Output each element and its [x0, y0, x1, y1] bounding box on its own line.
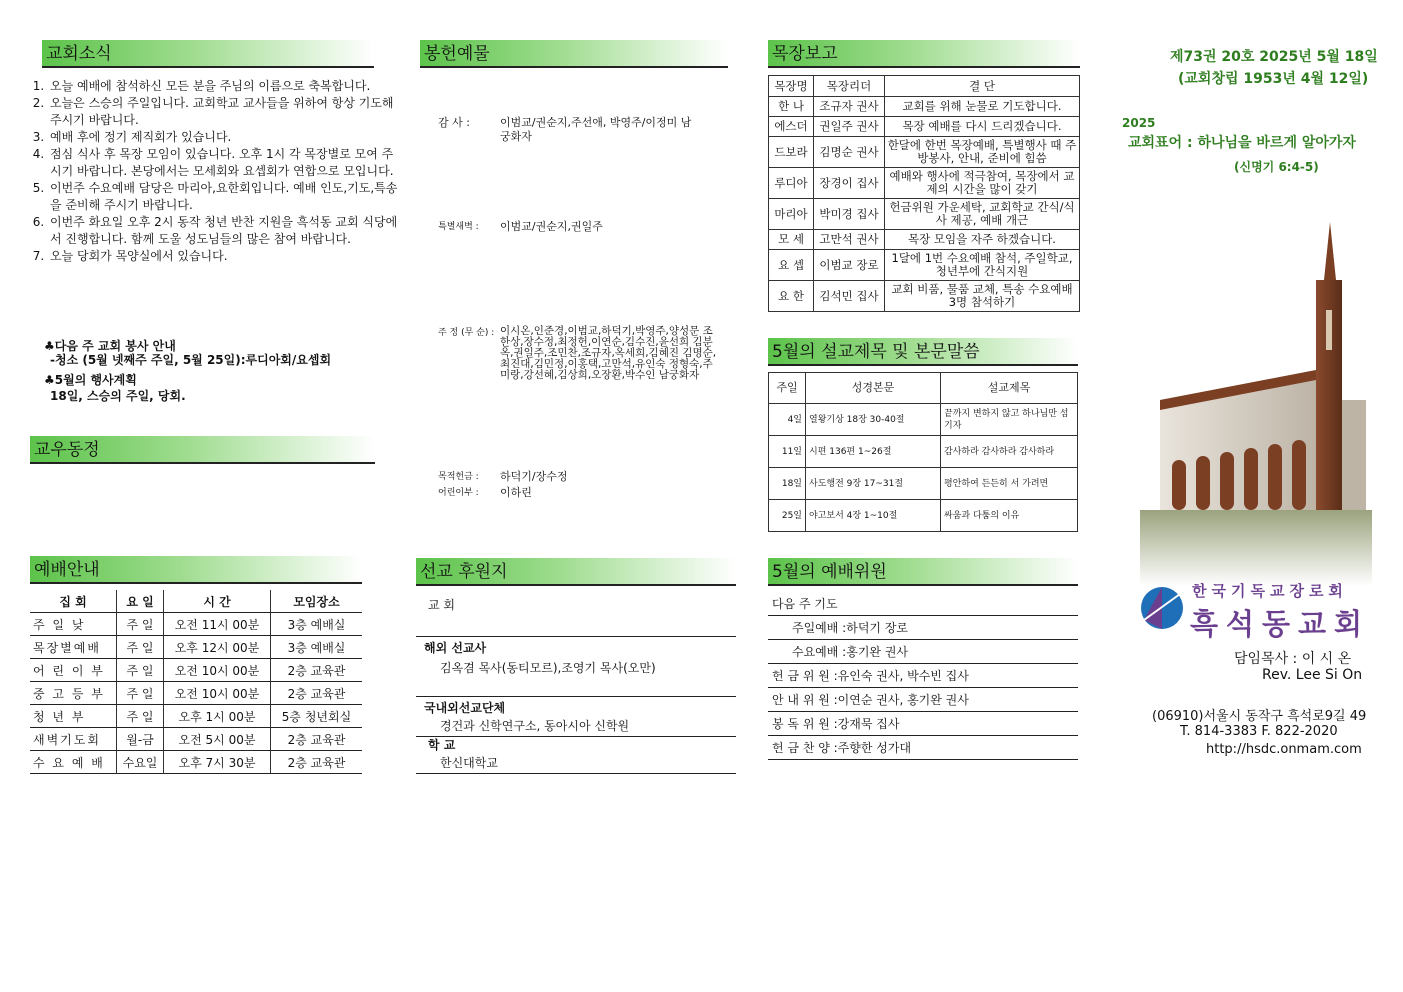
pastoral-cell: 한 나 [769, 97, 814, 117]
sermon-row [769, 436, 1078, 468]
worship-cell: 2층 교육관 [271, 728, 363, 751]
committee-label: 헌 금 찬 양 : [772, 741, 838, 755]
news-item: 1. 오늘 예배에 참석하신 모든 분을 주님의 이름으로 축복합니다. [48, 78, 403, 95]
pastoral-cell: 마리아 [769, 199, 814, 230]
pastoral-cell: 이범교 장로 [814, 250, 885, 281]
sermon-cell: 25일 [769, 500, 806, 532]
pastoral-cell: 권일주 권사 [814, 117, 885, 137]
sermon-cell: 끝까지 변하지 않고 하나님만 섬기자 [941, 404, 1078, 436]
church-motto: 교회표어 : 하나님을 바르게 알아가자 [1128, 135, 1356, 151]
motto-verse: (신명기 6:4-5) [1234, 160, 1319, 174]
worship-cell: 오전 10시 00분 [164, 659, 271, 682]
worship-row [30, 705, 362, 728]
pastoral-cell: 헌금위원 가운세탁, 교회학교 간식/식사 제공, 예배 개근 [885, 199, 1080, 230]
worship-cell: 수요일 [117, 751, 164, 774]
service-detail: -청소 (5월 넷째주 주일, 5월 25일):루디아회/요셉회 [50, 353, 332, 367]
committee-value: 홍기완 권사 [846, 645, 909, 659]
church-website-link[interactable]: http://hsdc.onmam.com [1206, 742, 1362, 757]
news-title: 교회소식 [46, 44, 112, 64]
worship-cell: 어 린 이 부 [30, 659, 117, 682]
worship-cell: 오전 11시 00분 [164, 613, 271, 636]
pastoral-row [769, 117, 1080, 137]
pastoral-row [769, 199, 1080, 230]
worship-cell: 주 일 낮 [30, 613, 117, 636]
worship-cell: 오후 12시 00분 [164, 636, 271, 659]
worship-cell: 2층 교육관 [271, 751, 363, 774]
sermon-cell: 감사하라 감사하라 감사하라 [941, 436, 1078, 468]
pastoral-row [769, 230, 1080, 250]
sermon-cell: 사도행전 9장 17~31절 [806, 468, 941, 500]
news-item: 5. 이번주 수요예배 담당은 마리아,요한회입니다. 예배 인도,기도,특송을 준비해 주시기 바랍니다. [48, 180, 403, 214]
mission-header [416, 558, 736, 586]
offering-title: 봉헌예물 [424, 44, 490, 64]
committee-value: 강재묵 집사 [837, 717, 900, 731]
sermon-header [768, 338, 1078, 366]
pastoral-row [769, 168, 1080, 199]
church-phone: T. 814-3383 F. 822-2020 [1180, 724, 1338, 739]
mission-overseas-label: 해외 선교사 [424, 641, 487, 655]
worship-table [30, 590, 362, 774]
denomination-logo-icon [1140, 586, 1184, 630]
events-title: ♣5월의 행사계획 [44, 373, 137, 387]
worship-header [30, 556, 362, 584]
pastoral-cell: 목장 예배를 다시 드리겠습니다. [885, 117, 1080, 137]
committee-row [768, 664, 1078, 688]
events-detail: 18일, 스승의 주일, 당회. [50, 389, 186, 403]
committee-label: 안 내 위 원 : [772, 693, 838, 707]
pastor-name: 담임목사 : 이 시 온 [1234, 651, 1352, 667]
mission-org-detail: 경건과 신학연구소, 동아시아 신학원 [440, 719, 630, 733]
sermon-cell: 평안하여 든든히 서 가려면 [941, 468, 1078, 500]
pastoral-cell: 요 셉 [769, 250, 814, 281]
col-header: 집 회 [30, 590, 117, 613]
pastoral-header-row [769, 76, 1080, 97]
sermon-row [769, 468, 1078, 500]
divider [416, 636, 736, 637]
sermon-cell: 싸움과 다툼의 이유 [941, 500, 1078, 532]
sermon-cell: 4일 [769, 404, 806, 436]
committee-value: 이연순 권사, 홍기완 권사 [837, 693, 969, 707]
divider [416, 696, 736, 697]
sermon-header-row [769, 373, 1078, 404]
col-header: 시 간 [164, 590, 271, 613]
worship-cell: 주 일 [117, 682, 164, 705]
pastoral-cell: 요 한 [769, 281, 814, 312]
worship-cell: 주 일 [117, 636, 164, 659]
news-item: 6. 이번주 화요일 오후 2시 동작 청년 반찬 지원을 흑석동 교회 식당에서 진행합니다. 함께 도울 성도님들의 많은 참여 바랍니다. [48, 214, 403, 248]
committee-value: 주향한 성가대 [837, 741, 912, 755]
pastoral-row [769, 250, 1080, 281]
worship-cell: 중 고 등 부 [30, 682, 117, 705]
sermon-cell: 시편 136편 1~26절 [806, 436, 941, 468]
pastoral-cell: 장경이 집사 [814, 168, 885, 199]
committee-row [768, 712, 1078, 736]
offering-label: 주 정 (무 순) : [438, 328, 495, 338]
worship-cell: 수 요 예 배 [30, 751, 117, 774]
offering-header [420, 40, 728, 68]
worship-header-row [30, 590, 362, 613]
pastoral-row [769, 137, 1080, 168]
offering-label: 감 사 : [438, 116, 470, 129]
members-header [30, 436, 375, 464]
worship-cell: 5층 청년회실 [271, 705, 363, 728]
offering-label: 어린이부 : [438, 488, 479, 498]
worship-cell: 3층 예배실 [271, 636, 363, 659]
committee-row [768, 640, 1078, 664]
sermon-table [768, 372, 1078, 532]
worship-cell: 오후 7시 30분 [164, 751, 271, 774]
offering-names: 이시온,인준경,이범교,하덕기,박영주,양성문 조한상,장수정,최정헌,이연순,김수진,윤선희 김분옥,권일주,조민찬,조규자,옥세희,김혜진 김명순,최진대,김민정,이홍택,고만석,유인숙 정형숙,주미랑,강선혜,김상희,오장환,박수인 남궁화자 [500, 325, 717, 381]
pastoral-cell: 루디아 [769, 168, 814, 199]
worship-row [30, 636, 362, 659]
issue-info: 제73권 20호 2025년 5월 18일 [1170, 49, 1378, 65]
committee-list [768, 592, 1078, 760]
pastoral-row [769, 281, 1080, 312]
mission-overseas-detail: 김옥겸 목사(동티모르),조영기 목사(오만) [440, 661, 656, 675]
divider [416, 773, 736, 774]
news-item: 7. 오늘 당회가 목양실에서 있습니다. [48, 248, 403, 265]
pastoral-cell: 모 세 [769, 230, 814, 250]
worship-row [30, 728, 362, 751]
denomination-name: 한국기독교장로회 [1192, 582, 1348, 600]
committee-row [768, 688, 1078, 712]
pastoral-header [768, 40, 1080, 68]
offering-names: 이범교/권순지,권일주 [500, 220, 603, 233]
col-header: 요 일 [117, 590, 164, 613]
worship-cell: 목장별예배 [30, 636, 117, 659]
worship-cell: 새벽기도회 [30, 728, 117, 751]
committee-row [768, 616, 1078, 640]
committee-label: 수요예배 : [792, 645, 847, 659]
offering-label: 목적헌금 : [438, 472, 479, 482]
motto-year: 2025 [1122, 116, 1156, 130]
col-header: 결 단 [885, 76, 1080, 97]
worship-row [30, 659, 362, 682]
news-list [18, 78, 403, 265]
worship-cell: 오전 5시 00분 [164, 728, 271, 751]
mission-school-detail: 한신대학교 [440, 756, 498, 770]
church-address: (06910)서울시 동작구 흑석로9길 49 [1152, 709, 1367, 724]
pastoral-cell: 김석민 집사 [814, 281, 885, 312]
pastoral-row [769, 97, 1080, 117]
worship-cell: 3층 예배실 [271, 613, 363, 636]
sermon-cell: 11일 [769, 436, 806, 468]
worship-cell: 오전 10시 00분 [164, 682, 271, 705]
worship-cell: 주 일 [117, 659, 164, 682]
offering-names: 이범교/권순지,주선애, 박영주/이정미 남궁화자 [500, 116, 692, 143]
sermon-row [769, 500, 1078, 532]
sermon-row [769, 404, 1078, 436]
worship-row [30, 751, 362, 774]
committee-label: 봉 독 위 원 : [772, 717, 838, 731]
mission-title: 선교 후원지 [420, 562, 508, 582]
worship-cell: 주 일 [117, 705, 164, 728]
mission-church-label: 교 회 [428, 598, 455, 612]
church-name: 흑석동교회 [1190, 607, 1371, 641]
pastoral-cell: 고만석 권사 [814, 230, 885, 250]
committee-header [768, 558, 1078, 586]
news-item: 4. 점심 식사 후 목장 모임이 있습니다. 오후 1시 각 목장별로 모여 주시기 바랍니다. 본당에서는 모세회와 요셉회가 연합으로 모입니다. [48, 146, 403, 180]
pastoral-cell: 1달에 1번 수요예배 참석, 주일학교, 청년부에 간식지원 [885, 250, 1080, 281]
pastoral-table [768, 75, 1080, 312]
pastoral-cell: 조규자 권사 [814, 97, 885, 117]
pastor-name-en: Rev. Lee Si On [1262, 667, 1363, 683]
sermon-title: 5월의 설교제목 및 본문말씀 [772, 342, 980, 362]
committee-label: 헌 금 위 원 : [772, 669, 838, 683]
mission-school-label: 학 교 [428, 738, 456, 752]
pastoral-cell: 드보라 [769, 137, 814, 168]
founding-date: (교회창립 1953년 4월 12일) [1178, 71, 1369, 87]
col-header: 설교제목 [941, 373, 1078, 404]
pastoral-cell: 김명순 권사 [814, 137, 885, 168]
news-item: 2. 오늘은 스승의 주일입니다. 교회학교 교사들을 위하여 항상 기도해 주시기 바랍니다. [48, 95, 403, 129]
worship-row [30, 682, 362, 705]
pastoral-cell: 예배와 행사에 적극참여, 목장에서 교제의 시간을 많이 갖기 [885, 168, 1080, 199]
offering-names: 하덕기/장수정 [500, 470, 568, 483]
offering-names: 이하린 [500, 486, 532, 499]
news-item: 3. 예배 후에 정기 제직회가 있습니다. [48, 129, 403, 146]
worship-title: 예배안내 [34, 560, 100, 580]
pastoral-cell: 한달에 한번 목장예배, 특별행사 때 주방봉사, 안내, 준비에 힘씀 [885, 137, 1080, 168]
worship-cell: 월-금 [117, 728, 164, 751]
worship-cell: 청 년 부 [30, 705, 117, 728]
offering-label: 특별새벽 : [438, 222, 479, 232]
worship-row [30, 613, 362, 636]
church-building-image [1140, 220, 1372, 586]
col-header: 성경본문 [806, 373, 941, 404]
pastoral-title: 목장보고 [772, 44, 838, 64]
col-header: 주일 [769, 373, 806, 404]
worship-cell: 2층 교육관 [271, 682, 363, 705]
pastoral-cell: 교회 비품, 물품 교체, 특송 수요예배 3명 참석하기 [885, 281, 1080, 312]
committee-label: 다음 주 기도 [772, 597, 838, 611]
members-title: 교우동정 [34, 440, 100, 460]
committee-value: 하덕기 장로 [846, 621, 909, 635]
committee-label: 주일예배 : [792, 621, 847, 635]
service-title: ♣다음 주 교회 봉사 안내 [44, 339, 176, 353]
sermon-cell: 야고보서 4장 1~10절 [806, 500, 941, 532]
mission-org-label: 국내외선교단체 [424, 701, 506, 715]
worship-cell: 2층 교육관 [271, 659, 363, 682]
committee-value: 유인숙 권사, 박수빈 집사 [837, 669, 969, 683]
news-header [42, 40, 374, 68]
committee-row [768, 592, 1078, 616]
divider [416, 736, 736, 737]
pastoral-cell: 목장 모임을 자주 하겠습니다. [885, 230, 1080, 250]
pastoral-cell: 교회를 위해 눈물로 기도합니다. [885, 97, 1080, 117]
worship-cell: 오후 1시 00분 [164, 705, 271, 728]
committee-title: 5월의 예배위원 [772, 562, 887, 582]
pastoral-cell: 박미경 집사 [814, 199, 885, 230]
col-header: 목장명 [769, 76, 814, 97]
committee-row [768, 736, 1078, 760]
sermon-cell: 열왕기상 18장 30-40절 [806, 404, 941, 436]
worship-cell: 주 일 [117, 613, 164, 636]
col-header: 목장리더 [814, 76, 885, 97]
col-header: 모임장소 [271, 590, 363, 613]
sermon-cell: 18일 [769, 468, 806, 500]
pastoral-cell: 에스더 [769, 117, 814, 137]
